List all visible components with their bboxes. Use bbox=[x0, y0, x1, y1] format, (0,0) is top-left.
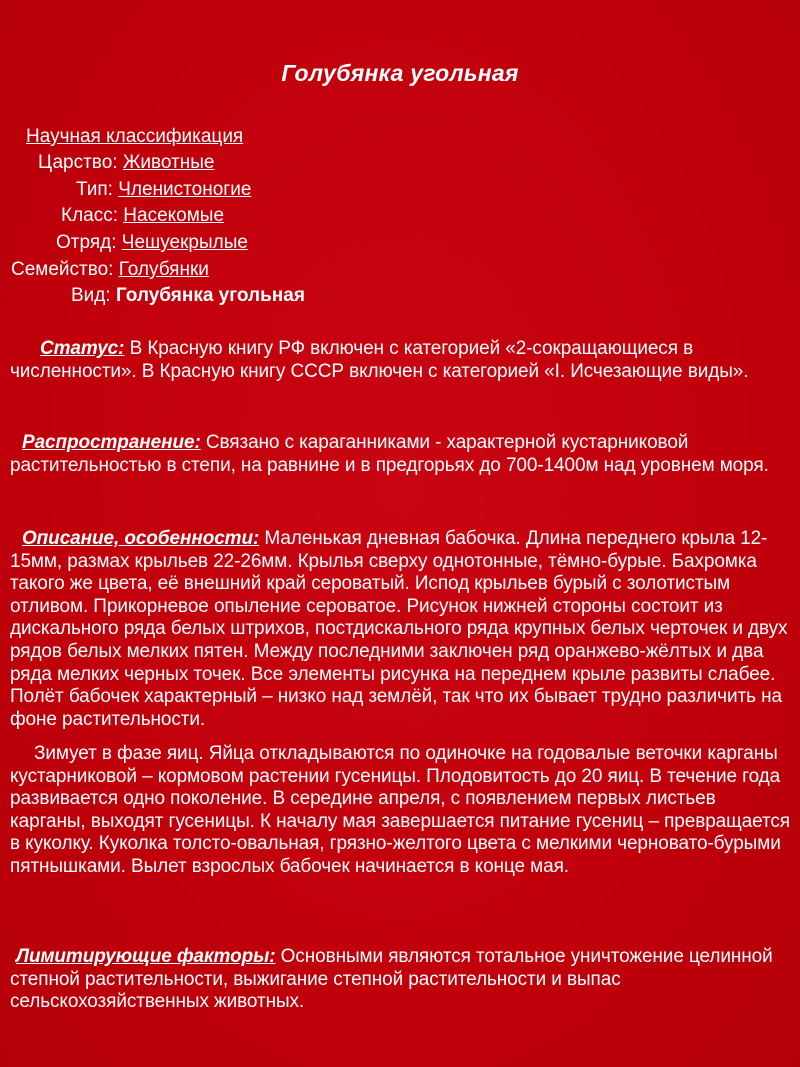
description-text: Маленькая дневная бабочка. Длина переднего крыла 12-15мм, размах крыльев 22-26мм. Крылья сверху однотонные, тёмно-бурые. Бахромка такого же цвета, её внешний край сероватый. Испод крыльев бурый с золотистым отливом. Прикорневое опыление сероватое. Рисунок нижней стороны состоит из дискального ряда белых штрихов, постдискального ряда крупных белых черточек и двух рядов белых мелких пятен. Между последними заключен ряд оранжево-жёлтых и два ряда мелких черных точек. Все элементы рисунка на переднем крыле развиты слабее. Полёт бабочек характерный – низко над землёй, так что их бывает трудно различить на фоне растительности. bbox=[10, 528, 788, 730]
classification-link-order[interactable]: Чешуекрылые bbox=[121, 232, 248, 253]
classification-label: Класс: bbox=[61, 205, 118, 226]
limiting-label: Лимитирующие факторы: bbox=[16, 946, 276, 967]
classification-label: Вид: bbox=[71, 285, 111, 306]
classification-link-class[interactable]: Насекомые bbox=[123, 205, 225, 226]
classification-row-kingdom bbox=[38, 150, 214, 176]
status-label: Статус: bbox=[40, 338, 125, 359]
limiting-text: Основными являются тотальное уничтожение целинной степной растительности, выжигание степной растительности и выпас сельскохозяйственных животных. bbox=[10, 946, 773, 1013]
description-paragraph-2 bbox=[10, 743, 794, 879]
classification-row-class bbox=[61, 203, 224, 229]
description-paragraph bbox=[10, 528, 794, 731]
classification-heading: Научная классификация bbox=[26, 126, 244, 147]
classification-row-order bbox=[56, 230, 248, 256]
distribution-label: Распространение: bbox=[22, 432, 201, 453]
page-title: Голубянка угольная bbox=[281, 60, 519, 86]
status-text: В Красную книгу РФ включен с категорией «2-сокращающиеся в численности». В Красную книгу СССР включен с категорией «I. Исчезающие виды». bbox=[10, 338, 749, 382]
status-paragraph bbox=[10, 338, 794, 383]
classification-link-phylum[interactable]: Членистоногие bbox=[118, 179, 252, 200]
classification-label: Царство: bbox=[38, 152, 118, 173]
classification-row-species bbox=[71, 283, 305, 309]
classification-label: Тип: bbox=[76, 179, 113, 200]
classification-link-kingdom[interactable]: Животные bbox=[122, 152, 215, 173]
classification-label: Отряд: bbox=[56, 232, 117, 253]
distribution-paragraph bbox=[10, 432, 794, 477]
classification-label: Семейство: bbox=[11, 259, 114, 280]
description-text-2: Зимует в фазе яиц. Яйца откладываются по одиночке на годовалые веточки карганы кустарниковой – кормовом растении гусеницы. Плодовитость до 20 яиц. В течение года развивается одно поколение. В середине апреля, с появлением первых листьев карганы, выходят гусеницы. К началу мая завершается питание гусениц – превращается в куколку. Куколка толсто-овальная, грязно-желтого цвета с мелкими черновато-бурыми пятнышками. Вылет взрослых бабочек начинается в конце мая. bbox=[10, 743, 790, 877]
description-label: Описание, особенности: bbox=[22, 528, 260, 549]
distribution-text: Связано с караганниками - характерной кустарниковой растительностью в степи, на равнине и в предгорьях до 700-1400м над уровнем моря. bbox=[10, 432, 769, 476]
classification-row-family bbox=[11, 257, 209, 283]
classification-link-family[interactable]: Голубянки bbox=[118, 259, 209, 280]
classification-row-phylum bbox=[76, 177, 251, 203]
classification-species-value: Голубянка угольная bbox=[115, 285, 305, 306]
limiting-paragraph bbox=[10, 946, 794, 1014]
